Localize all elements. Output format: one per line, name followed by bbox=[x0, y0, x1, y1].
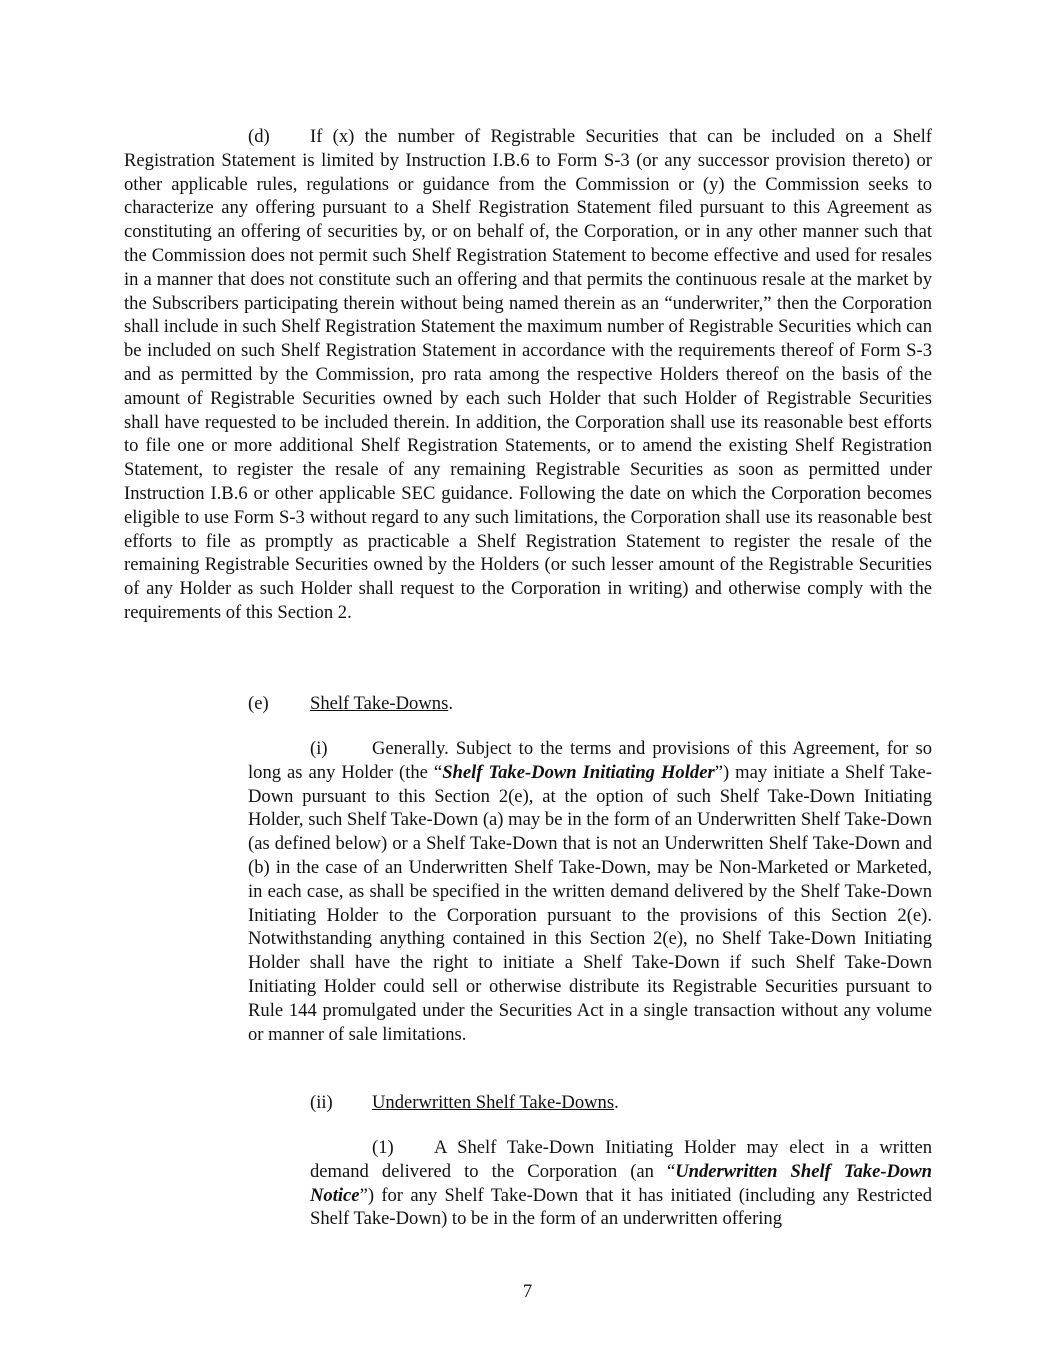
paragraph-i-text-before: Generally. Subject to the terms and provisions of this Agreement, for so long as any Holder (the “ bbox=[248, 738, 932, 783]
section-e-heading bbox=[248, 692, 932, 716]
section-e-trailing: . bbox=[448, 693, 453, 714]
section-e-title: Shelf Take-Downs bbox=[310, 693, 449, 714]
paragraph-1 bbox=[310, 1136, 932, 1231]
paragraph-d-label: (d) bbox=[248, 126, 270, 147]
paragraph-1-text-after: ”) for any Shelf Take-Down that it has initiated (including any Restricted Shelf Take-Down) to be in the form of an underwritten offering bbox=[310, 1184, 932, 1230]
paragraph-1-label: (1) bbox=[372, 1137, 394, 1158]
section-ii-label: (ii) bbox=[310, 1092, 333, 1113]
paragraph-i bbox=[248, 737, 932, 1046]
paragraph-i-text-after: ”) may initiate a Shelf Take-Down pursuant to this Section 2(e), at the option of such Shelf Take-Down Initiating Holder, such Shelf Take-Down (a) may be in the form of an Underwritten Shelf Take-Down (as defined below) or a Shelf Take-Down that is not an Underwritten Shelf Take-Down and (b) in the case of an Underwritten Shelf Take-Down, may be Non-Marketed or Marketed, in each case, as shall be specified in the written demand delivered by the Shelf Take-Down Initiating Holder to the Corporation pursuant to the provisions of this Section 2(e). Notwithstanding anything contained in this Section 2(e), no Shelf Take-Down Initiating Holder shall have the right to initiate a Shelf Take-Down if such Shelf Take-Down Initiating Holder could sell or otherwise distribute its Registrable Securities pursuant to Rule 144 promulgated under the Securities Act in a single transaction without any volume or manner of sale limitations. bbox=[248, 761, 932, 1045]
section-ii-title: Underwritten Shelf Take-Downs bbox=[372, 1092, 615, 1113]
defined-term-underwritten-shelf-take-down-notice: Underwritten Shelf Take-Down Notice bbox=[310, 1160, 933, 1206]
section-ii-heading bbox=[310, 1091, 932, 1115]
paragraph-i-label: (i) bbox=[310, 738, 328, 759]
paragraph-1-text-before: A Shelf Take-Down Initiating Holder may elect in a written demand delivered to the Corporation (an “ bbox=[310, 1137, 932, 1182]
defined-term-shelf-take-down-initiating-holder: Shelf Take-Down Initiating Holder bbox=[442, 761, 715, 783]
section-ii-trailing: . bbox=[614, 1092, 619, 1113]
page-number: 7 bbox=[522, 1281, 533, 1302]
section-e-label: (e) bbox=[248, 693, 269, 714]
paragraph-d-text: If (x) the number of Registrable Securities that can be included on a Shelf Registration Statement is limited by Instruction I.B.6 to Form S-3 (or any successor provision thereto) or other applicable rules, regulations or guidance from the Commission or (y) the Commission seeks to characterize any offering pursuant to a Shelf Registration Statement filed pursuant to this Agreement as constituting an offering of securities by, or on behalf of, the Corporation, or in any other manner such that the Commission does not permit such Shelf Registration Statement to become effective and used for resales in a manner that does not constitute such an offering and that permits the continuous resale at the market by the Subscribers participating therein without being named therein as an “underwriter,” then the Corporation shall include in such Shelf Registration Statement the maximum number of Registrable Securities which can be included on such Shelf Registration Statement in accordance with the requirements thereof of Form S-3 and as permitted by the Commission, pro rata among the respective Holders thereof on the basis of the amount of Registrable Securities owned by each such Holder that such Holder of Registrable Securities shall have requested to be included therein. In addition, the Corporation shall use its reasonable best efforts to file one or more additional Shelf Registration Statements, or to amend the existing Shelf Registration Statement, to register the resale of any remaining Registrable Securities as soon as permitted under Instruction I.B.6 or other applicable SEC guidance. Following the date on which the Corporation becomes eligible to use Form S-3 without regard to any such limitations, the Corporation shall use its reasonable best efforts to file as promptly as practicable a Shelf Registration Statement to register the resale of the remaining Registrable Securities owned by the Holders (or such lesser amount of the Registrable Securities of any Holder as such Holder shall request to the Corporation in writing) and otherwise comply with the requirements of this Section 2. bbox=[124, 126, 932, 623]
paragraph-d bbox=[124, 125, 932, 625]
